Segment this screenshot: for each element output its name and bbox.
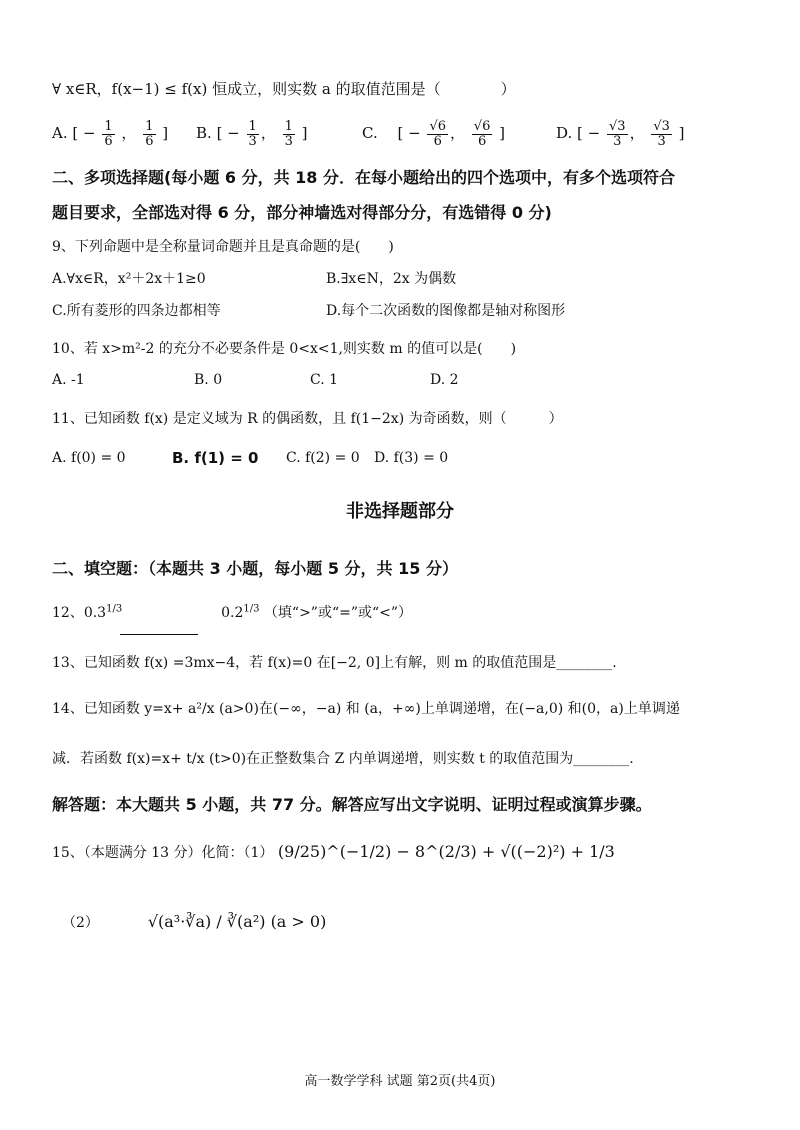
q15-part2 [62,912,326,932]
q11-option-a: A. f(0) = 0 [52,450,126,466]
q15-expression-1: (9/25)^(−1/2) − 8^(2/3) + √((−2)²) + 1/3 [277,842,615,861]
q14-line2: 减．若函数 f(x)=x+ t/x (t>0)在正整数集合 Z 内单调递增，则实数 t 的取值范围为________. [52,751,634,767]
q12-label: 12、0.3 [52,605,107,621]
q11-stem: 11、已知函数 f(x) 是定义域为 R 的偶函数，且 f(1−2x) 为奇函数，则（ ） [52,411,563,427]
q9-option-a: A.∀x∈R，x²＋2x＋1≥0 [52,271,206,287]
q14-line1: 14、已知函数 y=x+ a²/x (a>0)在(−∞，−a) 和 (a，+∞)上单调递增，在(−a,0) 和(0，a)上单调递 [52,701,680,717]
q8-c-frac1: $\frac{√6}{6}$ [429,119,447,149]
q8-d-frac1: $\frac{√3}{3}$ [609,119,626,149]
q8-c-frac2: $\frac{√6}{6}$ [473,119,491,149]
q8-option-d-label: D. [556,124,573,143]
q10-option-a: A. -1 [52,372,85,388]
q8-a-frac2: $\frac{1}{6}$ [145,119,154,149]
q12-answer-blank [120,634,198,635]
q10-option-b: B. 0 [194,372,223,388]
q12-exp1: 1/3 [106,603,123,615]
q8-b-frac1: $\frac{1}{3}$ [248,119,257,149]
solve-section-title: 解答题：本大题共 5 小题，共 77 分。解答应写出文字说明、证明过程或演算步骤。 [52,795,652,814]
section2-title-line1: 二、多项选择题(每小题 6 分，共 18 分．在每小题给出的四个选项中，有多个选项符合 [52,168,675,187]
q8-option-c: C. [ − $\frac{√6}{6}$ ， $\frac{√6}{6}$ ] [362,119,505,149]
q8-b-frac2: $\frac{1}{3}$ [284,119,293,149]
q15-expression-2: √(a³·∛a) / ∛(a²) (a > 0) [147,912,327,931]
q8-a-frac1: $\frac{1}{6}$ [104,119,113,149]
q11-option-d: D. f(3) = 0 [374,450,449,466]
q10-option-d: D. 2 [430,372,459,388]
part-title: 非选择题部分 [346,501,454,522]
q10-option-c: C. 1 [310,372,339,388]
q9-option-b: B.∃x∈N，2x 为偶数 [326,271,457,287]
q8-d-frac2: $\frac{√3}{3}$ [653,119,670,149]
q8-option-a-minus: − [83,124,96,143]
q13: 13、已知函数 f(x) =3mx−4，若 f(x)=0 在[−2, 0]上有解，则 m 的取值范围是________. [52,655,617,671]
q8-a-sep: ， [121,124,137,143]
q11-option-b: B. f(1) = 0 [172,449,259,467]
q9-stem: 9、下列命题中是全称量词命题并且是真命题的是( ) [52,239,394,255]
q9-option-c: C.所有菱形的四条边都相等 [52,303,221,319]
q8-option-d: D. [ − $\frac{√3}{3}$ ， $\frac{√3}{3}$ ] [556,119,685,149]
page-footer: 高一数学学科 试题 第2页(共4页) [304,1074,496,1089]
q8-option-b: B. [ − $\frac{1}{3}$ ， $\frac{1}{3}$ ] [196,119,308,149]
q12-mid: 0.2 [221,605,244,621]
q15-stem: 15、（本题满分 13 分）化简：（1） [52,845,274,861]
q15-part1 [52,842,615,862]
fill-section-title: 二、填空题：（本题共 3 小题，每小题 5 分，共 15 分） [52,559,458,578]
q9-option-d: D.每个二次函数的图像都是轴对称图形 [326,303,566,319]
q11-option-c: C. f(2) = 0 [286,450,360,466]
q8-option-c-label: C. [362,124,378,143]
q12-hint: （填“>”或“=”或“<”） [263,605,413,621]
q8-option-a-label: A. [52,124,68,143]
q12-exp2: 1/3 [243,603,260,615]
q8-option-a: A. [ − $\frac{1}{6}$ ， $\frac{1}{6}$ ] [52,119,169,149]
q15-part2-label: （2） [62,915,99,931]
q12 [52,602,412,622]
q8-stem: ∀ x∈R，f(x−1) ≤ f(x) 恒成立，则实数 a 的取值范围是（ ） [52,80,516,98]
q10-stem: 10、若 x>m²-2 的充分不必要条件是 0<x<1,则实数 m 的值可以是( ) [52,341,517,357]
q8-option-b-label: B. [196,124,212,143]
section2-title-line2: 题目要求，全部选对得 6 分，部分神墙选对得部分分，有选错得 0 分) [52,203,552,222]
